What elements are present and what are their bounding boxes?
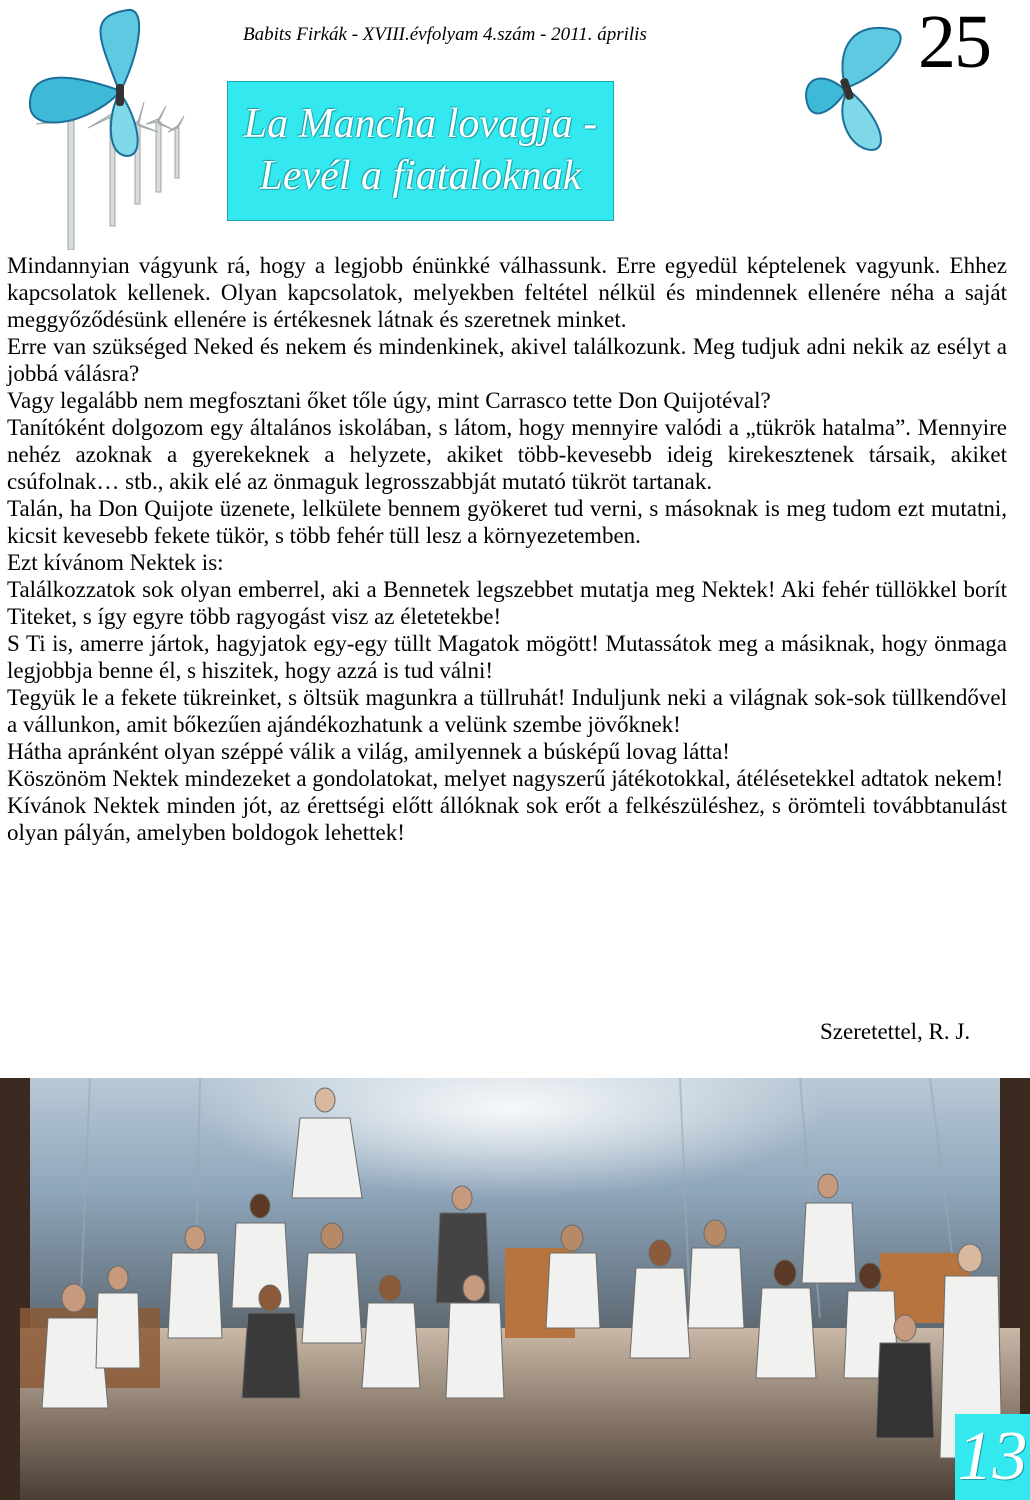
article-title-box [227,81,614,221]
paragraph: Vagy legalább nem megfosztani őket tőle úgy, mint Carrasco tette Don Quijotéval? [7,388,771,413]
paragraph: Tanítóként dolgozom egy általános iskolában, s látom, hogy mennyire valódi a „tükrök hatalma”. Mennyire nehéz azoknak a gyerekeknek a helyzete, akiket több-kevesebb ideig kirekesztenek társaik, akiket csúfolnak… stb., akik elé az önmaguk legrosszabbját mutató tükröt tartanak. [7,415,1007,494]
signature: Szeretettel, R. J. [820,1019,971,1044]
paragraph: Hátha apránként olyan széppé válik a világ, amilyennek a búsképű lovag látta! [7,739,730,764]
paragraph: Köszönöm Nektek mindezeket a gondolatokat, melyet nagyszerű játékotokkal, átélésetekkel adtatok nekem! [7,766,1004,791]
paragraph: Mindannyian vágyunk rá, hogy a legjobb énünkké válhassunk. Erre egyedül képtelenek vagyunk. Ehhez kapcsolatok kellenek. Olyan kapcsolatok, melyekben feltétel nélkül és mindennek ellenére néha a saját meggyőződésünk ellenére is értékesnek látnak és szeretnek minket. [7,253,1007,332]
butterfly-icon [30,10,139,156]
paragraph: Tegyük le a fekete tükreinket, s öltsük magunkra a tüllruhát! Induljunk neki a világnak sok-sok tüllkendővel a vállunkon, amit bőkezűen ajándékozhatunk a velünk szembe jövőknek! [7,685,1007,737]
page-number-top: 25 [918,0,990,84]
butterfly-icon [795,16,915,154]
paragraph: Talán, ha Don Quijote üzenete, lelkülete bennem gyökeret tud verni, s másoknak is meg tudom ezt mutatni, kicsit kevesebb fekete tükör, s több fehér tüll lesz a környezetemben. [7,496,1007,548]
butterfly-windmill-illustration [18,6,218,250]
paragraph: Találkozzatok sok olyan emberrel, aki a Bennetek legszebbet mutatja meg Nektek! Aki fehér tüllökkel borít Titeket, s így egyre több ragyogást visz az életetekbe! [7,577,1007,629]
paragraph: Kívánok Nektek minden jót, az érettségi előtt állóknak sok erőt a felkészüléshez, s örömteli továbbtanulást olyan pályán, amelyben boldogok lehettek! [7,793,1007,845]
article-body [7,252,1007,846]
stage-photo [0,1078,1030,1500]
stage-photo-illustration [0,1078,1030,1500]
paragraph: Ezt kívánom Nektek is: [7,550,224,575]
header-text: Babits Firkák - XVIII.évfolyam 4.szám - 2011. április [243,24,647,45]
page-number-bottom: 13 [955,1414,1030,1500]
article-title-line-1: La Mancha lovagja - [243,101,598,147]
paragraph: Erre van szükséged Neked és nekem és mindenkinek, akivel találkozunk. Meg tudjuk adni nekik az esélyt a jobbá válásra? [7,334,1007,386]
paragraph: S Ti is, amerre jártok, hagyjatok egy-egy tüllt Magatok mögött! Mutassátok meg a másiknak, hogy önmaga legjobbja benne él, s hiszitek, hogy azzá is tud válni! [7,631,1007,683]
article-title-line-2: Levél a fiataloknak [259,153,582,199]
